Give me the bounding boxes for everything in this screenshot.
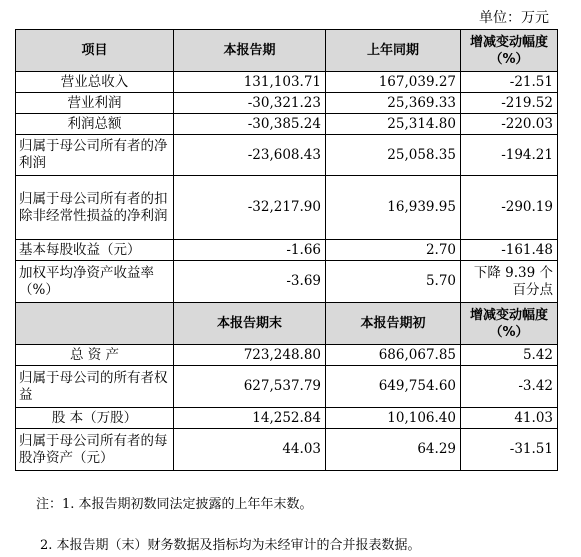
row-current: 44.03 [174,429,326,471]
row-prior: 25,058.35 [326,135,461,176]
row-prior: 64.29 [326,429,461,471]
table-row [16,176,558,240]
table-row [16,345,558,366]
row-prior: 2.70 [326,240,461,261]
row-current: 723,248.80 [174,345,326,366]
row-change: 5.42 [461,345,558,366]
row-label: 营业利润 [16,93,174,114]
subheader-prior: 本报告期初 [326,303,461,345]
row-current: -3.69 [174,261,326,303]
row-current: -30,321.23 [174,93,326,114]
row-label: 总 资 产 [16,345,174,366]
row-label: 营业总收入 [16,72,174,93]
row-label: 基本每股收益（元） [16,240,174,261]
table-row [16,366,558,408]
table-row [16,135,558,176]
row-prior: 686,067.85 [326,345,461,366]
table-subheader [16,303,558,345]
row-current: 14,252.84 [174,408,326,429]
row-current: -30,385.24 [174,114,326,135]
row-current: -23,608.43 [174,135,326,176]
row-label: 归属于母公司所有者的净利润 [16,135,174,176]
table-header [16,30,558,72]
row-prior: 10,106.40 [326,408,461,429]
row-change: -290.19 [461,176,558,240]
table-row [16,240,558,261]
subheader-current: 本报告期末 [174,303,326,345]
row-change: 41.03 [461,408,558,429]
row-prior: 167,039.27 [326,72,461,93]
footnote-1: 注：1. 本报告期初数同法定披露的上年年末数。 [36,497,313,512]
row-label: 归属于母公司的所有者权益 [16,366,174,408]
row-change: -21.51 [461,72,558,93]
footnote-2: 2. 本报告期（末）财务数据及指标均为未经审计的合并报表数据。 [40,538,421,553]
row-prior: 25,369.33 [326,93,461,114]
header-item: 项目 [16,30,174,72]
row-prior: 5.70 [326,261,461,303]
table-row [16,72,558,93]
row-current: -32,217.90 [174,176,326,240]
unit-label: 单位：万元 [479,10,549,26]
row-label: 归属于母公司所有者的扣除非经常性损益的净利润 [16,176,174,240]
row-label: 利润总额 [16,114,174,135]
header-prior: 上年同期 [326,30,461,72]
row-current: 131,103.71 [174,72,326,93]
header-change: 增减变动幅度（%） [461,30,558,72]
row-label: 归属于母公司所有者的每股净资产（元） [16,429,174,471]
row-change: -219.52 [461,93,558,114]
financial-table [15,29,558,471]
row-change: -194.21 [461,135,558,176]
row-change: -3.42 [461,366,558,408]
subheader-item [16,303,174,345]
table-row [16,93,558,114]
row-label: 股 本（万股） [16,408,174,429]
table-row [16,114,558,135]
row-prior: 16,939.95 [326,176,461,240]
subheader-change: 增减变动幅度（%） [461,303,558,345]
row-current: -1.66 [174,240,326,261]
table-row [16,261,558,303]
table-row [16,408,558,429]
row-current: 627,537.79 [174,366,326,408]
row-change: 下降 9.39 个百分点 [461,261,558,303]
table-row [16,429,558,471]
row-prior: 649,754.60 [326,366,461,408]
row-change: -161.48 [461,240,558,261]
row-change: -220.03 [461,114,558,135]
row-prior: 25,314.80 [326,114,461,135]
header-current: 本报告期 [174,30,326,72]
row-label: 加权平均净资产收益率（%） [16,261,174,303]
row-change: -31.51 [461,429,558,471]
